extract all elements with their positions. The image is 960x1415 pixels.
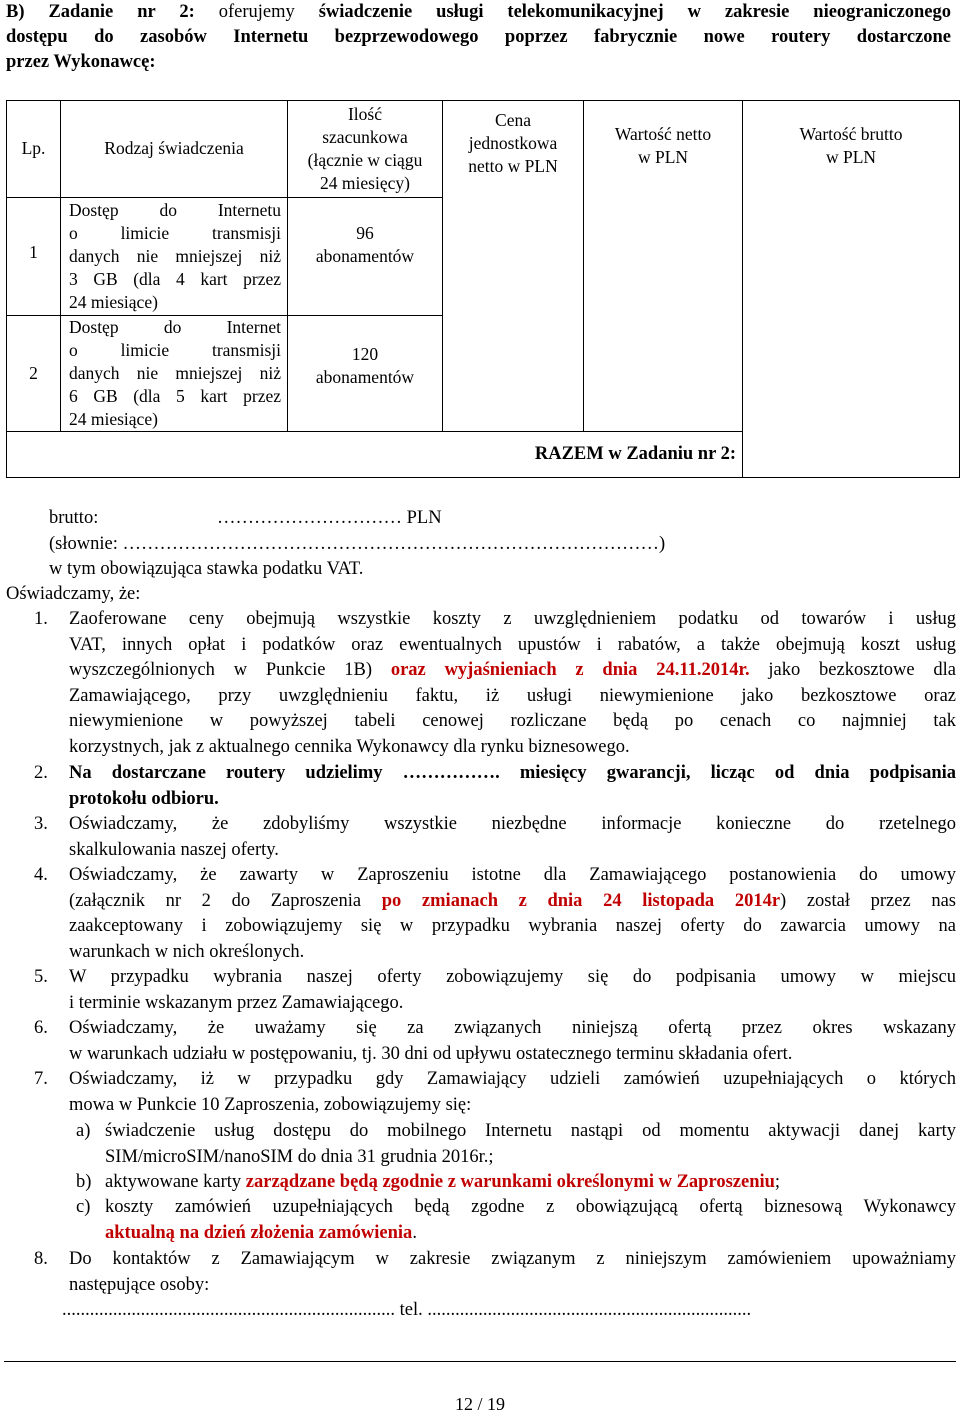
- header-ilosc-l3: (łącznie w ciągu: [307, 150, 423, 170]
- item-line: Oświadczamy, że zdobyliśmy wszystkie niezbędne informacje konieczne do rzetelnego: [69, 814, 956, 834]
- row-desc-line: o limicie transmisji: [69, 223, 281, 243]
- sub-item-letter: a): [76, 1121, 91, 1141]
- item-line: VAT, innych opłat i podatków oraz ewentualnych upustów i rabatów, a także obejmują koszt usług: [69, 634, 956, 655]
- item-line: i terminie wskazanym przez Zamawiającego.: [69, 992, 404, 1013]
- row-desc-line: 3 GB (dla 4 kart przez: [69, 269, 281, 289]
- row-desc-line: 24 miesiące): [69, 409, 158, 429]
- vat-line: w tym obowiązująca stawka podatku VAT.: [49, 559, 364, 579]
- item-line: [69, 889, 956, 915]
- item-text: [69, 812, 956, 863]
- header-cena-l2: jednostkowa: [468, 133, 558, 153]
- row-desc: [61, 316, 288, 432]
- item-line-part: .: [412, 1222, 417, 1243]
- slownie-line: (słownie: ……………………………………………………………………………): [49, 534, 666, 554]
- header-ilosc-l4: 24 miesięcy): [320, 173, 410, 193]
- heading-text: oferujemy: [194, 2, 319, 22]
- item-line: świadczenie usług dostępu do mobilnego Internetu nastąpi od momentu aktywacji danej karty: [105, 1121, 956, 1141]
- sub-item-text: [105, 1119, 956, 1170]
- sub-item-text: [105, 1170, 956, 1196]
- row-desc-line: 6 GB (dla 5 kart przez: [69, 386, 281, 406]
- item-number: 7.: [34, 1069, 48, 1089]
- item-line-part: jako bezkosztowe dla: [749, 660, 956, 680]
- item-line: Oświadczamy, że zawarty w Zaproszeniu istotne dla Zamawiającego postanowienia do umowy: [69, 865, 956, 885]
- row-desc-line: Dostęp do Internet: [69, 317, 281, 337]
- item-line: Oświadczamy, iż w przypadku gdy Zamawiający udzieli zamówień uzupełniających o których: [69, 1069, 956, 1089]
- item-line: [105, 1221, 956, 1247]
- row-desc-line: danych nie mniejszej niż: [69, 363, 281, 383]
- item-text: [69, 761, 956, 812]
- page-number: 12 / 19: [454, 1394, 505, 1414]
- header-cena-l3: netto w PLN: [468, 156, 558, 176]
- item-line: następujące osoby:: [69, 1274, 210, 1295]
- item-line-part: ;: [774, 1172, 781, 1192]
- item-text: [69, 965, 956, 1016]
- item-line: skalkulowania naszej oferty.: [69, 839, 279, 860]
- sub-item-text: [105, 1195, 956, 1246]
- row-qty-value: 120: [351, 343, 379, 364]
- row-qty-unit: abonamentów: [315, 366, 415, 387]
- row-desc-line: 24 miesiące): [69, 292, 158, 312]
- item-line: protokołu odbioru.: [69, 788, 219, 809]
- header-netto-l2: w PLN: [637, 147, 689, 167]
- header-ilosc-l1: Ilość: [347, 104, 383, 124]
- brutto-label: brutto:: [49, 508, 99, 528]
- header-brutto: [743, 101, 960, 478]
- item-number: 8.: [34, 1249, 48, 1269]
- item-line: korzystnych, jak z aktualnego cennika Wykonawcy dla rynku biznesowego.: [69, 736, 630, 757]
- item-text: [69, 607, 956, 760]
- item-line: SIM/microSIM/nanoSIM do dnia 31 grudnia 2016r.;: [105, 1146, 494, 1167]
- header-brutto-l2: w PLN: [825, 147, 877, 167]
- highlight-red: oraz wyjaśnieniach z dnia 24.11.2014r.: [390, 660, 750, 680]
- oswiadczamy-heading: Oświadczamy, że:: [6, 584, 141, 604]
- item-line: koszty zamówień uzupełniających będą zgodne z obowiązującą ofertą biznesową Wykonawcy: [105, 1197, 956, 1217]
- highlight-red: aktualną na dzień złożenia zamówienia: [105, 1222, 413, 1243]
- header-lp: Lp.: [7, 101, 61, 198]
- header-netto-l1: Wartość netto: [614, 124, 712, 144]
- item-line: Do kontaktów z Zamawiającym w zakresie związanym z niniejszym zamówieniem upoważniamy: [69, 1249, 956, 1269]
- heading-line2: dostępu do zasobów Internetu bezprzewodowego poprzez fabrycznie nowe routery dostarczone: [6, 27, 951, 47]
- row-qty-unit: abonamentów: [315, 245, 415, 266]
- item-line: warunkach w nich określonych.: [69, 941, 305, 962]
- razem-label: RAZEM w Zadaniu nr 2:: [7, 432, 743, 478]
- item-number: 3.: [34, 814, 48, 834]
- item-line: niewymienione w powyższej tabeli cenowej rozliczane będą po cenach co najmniej tak: [69, 711, 956, 731]
- item-line: w warunkach udziału w postępowaniu, tj. 30 dni od upływu ostatecznego terminu składania ofert.: [69, 1043, 793, 1064]
- sub-item-letter: b): [76, 1172, 92, 1192]
- row-desc: [61, 198, 288, 316]
- row-qty-value: 96: [356, 222, 374, 243]
- row-lp: 1: [7, 198, 61, 316]
- section-heading: [6, 0, 951, 75]
- item-line: zaakceptowany i zobowiązujemy się w przypadku wybrania naszej oferty do zawarcia umowy na: [69, 916, 956, 936]
- brutto-value: ………………………… PLN: [217, 508, 442, 528]
- item-line-part: ) został przez nas: [780, 890, 956, 911]
- item-line-part: (załącznik nr 2 do Zaproszenia: [69, 890, 382, 911]
- heading-prefix: B) Zadanie nr 2:: [6, 2, 195, 22]
- row-desc-line: Dostęp do Internetu: [69, 200, 281, 220]
- header-cena-l1: Cena: [495, 110, 531, 130]
- item-line: Zamawiającego, przy uwzględnieniu faktu, iż usługi niewymienione jako bezkosztowe oraz: [69, 685, 956, 706]
- header-cena: [443, 101, 584, 432]
- item-number: 5.: [34, 967, 48, 987]
- header-ilosc: [288, 101, 443, 198]
- item-line: Na dostarczane routery udzielimy ……………. miesięcy gwarancji, licząc od dnia podpisania: [69, 763, 956, 783]
- item-line-part: wyszczególnionych w Punkcie 1B): [69, 660, 391, 680]
- row-desc-line: danych nie mniejszej niż: [69, 246, 281, 266]
- header-netto: [584, 101, 743, 432]
- sub-item-letter: c): [76, 1197, 91, 1217]
- item-text: [69, 1067, 956, 1118]
- item-number: 4.: [34, 865, 48, 885]
- heading-bold: świadczenie usługi telekomunikacyjnej w zakresie nieograniczonego: [318, 2, 951, 22]
- header-brutto-l1: Wartość brutto: [799, 124, 903, 144]
- row-lp: 2: [7, 316, 61, 432]
- header-ilosc-l2: szacunkowa: [322, 127, 408, 147]
- highlight-red: zarządzane będą zgodnie z warunkami określonymi w Zaproszeniu: [245, 1172, 775, 1192]
- item-number: 6.: [34, 1018, 48, 1038]
- header-rodzaj: Rodzaj świadczenia: [61, 101, 288, 198]
- item-line: Oświadczamy, że uważamy się za związanych niniejszą ofertą przez okres wskazany: [69, 1018, 956, 1038]
- row-qty: [288, 316, 443, 432]
- pricing-table: [6, 100, 960, 478]
- item-number: 2.: [34, 763, 48, 783]
- row-desc-line: o limicie transmisji: [69, 340, 281, 360]
- row-qty: [288, 198, 443, 316]
- item-text: [69, 1247, 956, 1298]
- item-line: W przypadku wybrania naszej oferty zobowiązujemy się do podpisania umowy w miejscu: [69, 967, 956, 987]
- item-line: mowa w Punkcie 10 Zaproszenia, zobowiązujemy się:: [69, 1094, 472, 1115]
- highlight-red: po zmianach z dnia 24 listopada 2014r: [381, 890, 781, 911]
- footer-rule: [4, 1361, 956, 1362]
- item-line: Zaoferowane ceny obejmują wszystkie koszty z uwzględnieniem podatku od towarów i usług: [69, 609, 956, 629]
- heading-line3: przez Wykonawcę:: [6, 52, 156, 72]
- item-line-part: aktywowane karty: [105, 1172, 246, 1192]
- item-number: 1.: [34, 609, 48, 629]
- contact-line: ........................................................................ tel. ......................................................................: [62, 1300, 752, 1320]
- item-text: [69, 863, 956, 965]
- item-text: [69, 1016, 956, 1067]
- item-line: [69, 658, 956, 684]
